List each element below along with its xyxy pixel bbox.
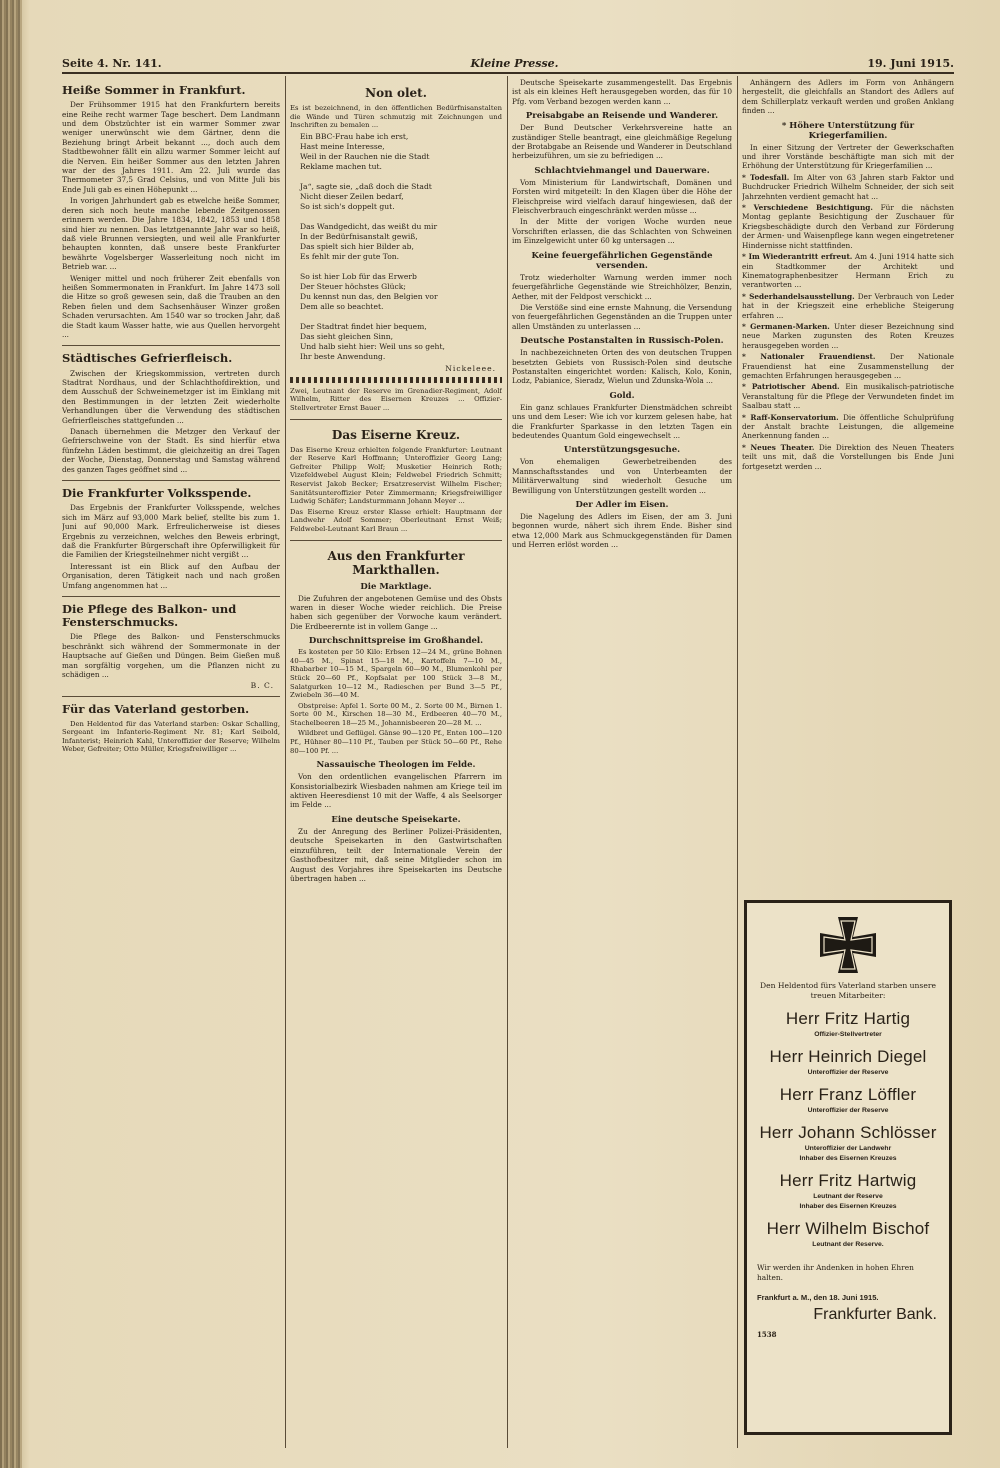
article-paragraph: Weniger mittel und noch früherer Zeit ebenfalls von heißen Sommermonaten in Frankfurt. Im Jahre 1473 soll die Hitze so groß gewesen sein, daß die Trauben an den Reben fielen und dem Sachsenhäuser Winzer großen Schaden verursachten. Am 1540 war so trocken Jahr, daß die Stadt kaum Wasser hatte, wie aus Quellen hervorgeht ... (62, 273, 280, 339)
poem-line: Nicht dieser Zeilen bedarf, (300, 191, 404, 201)
memorial-note: Wir werden ihr Andenken in hohen Ehren halten. (757, 1263, 914, 1282)
poem-line: Der Steuer höchstes Glück; (300, 281, 406, 291)
notice-text: Für die nächsten Montag geplante Besichtigung der Zuschauer für Kriegsbeschädigte durch den Verband zur Förderung der Armen- und Waisenpflege kann wegen eingetretener Hindernisse nicht stattfinden. (742, 203, 954, 250)
column-rule (285, 76, 286, 1448)
column-rule (507, 76, 508, 1448)
poem-line: Das sieht gleichen Sinn, (300, 331, 394, 341)
notice-text: Die öffentliche Schulprüfung der Anstalt brachte Leistungen, die allgemeine Anerkennung fanden ... (742, 412, 954, 441)
article-signature: Nickeleee. (445, 363, 496, 373)
article-paragraph: Der Frühsommer 1915 hat den Frankfurtern bereits eine Reihe recht warmer Tage beschert. Dem Landmann und dem Obstzüchter ist ein warmer Sommer zwar weniger unerwünscht wie dem Gärtner, denn die Beziehung bringt Arbeit bekannt ..., doch auch dem Stadtbewohner fällt ein allzu warmer Sommer leicht auf die Nerven. Ein heißer Sommer aus den letzten Jahren war der des Jahres 1911. Am 22. Juli wurde das Thermometer 37,5 Grad Celsius, und von Mitte Juli bis Ende Juli gab es einen Höhepunkt ... (62, 100, 280, 194)
notice-heading: * Raff-Konservatorium. (742, 412, 839, 422)
article-paragraph: Das Ergebnis der Frankfurter Volksspende, welches sich im März auf 93,000 Mark belief, stellte bis zum 1. Juni auf 90,000 Mark. Erfreulicherweise ist dieses Ergebnis zu verzeichnen, welches den Beweis erbringt, daß die Frankfurter Bürgerschaft ihre Opferwilligkeit für die Familien der Kriegsteilnehmer nicht vergißt ... (62, 503, 280, 560)
poem-line: So ist sich's doppelt gut. (300, 201, 395, 211)
fallen-person-name: Herr Fritz Hartwig (779, 1171, 917, 1190)
article-heading: Die Frankfurter Volksspende. (62, 486, 252, 501)
article-paragraph: Trotz wiederholter Warnung werden immer noch feuergefährliche Gegenstände wie Streichhölzer, Benzin, Aether, mit der Feldpost verschickt ... (512, 272, 732, 301)
article-paragraph: Zu der Anregung des Berliner Polizei-Präsidenten, deutsche Speisekarten in den Gastwirtschaften einzuführen, teilt der Internationale Verein der Gasthofbesitzer mit, daß seine Mitglieder schon im August des Vorjahres ihre Speisekarten ins Deutsche übertragen haben ... (290, 826, 502, 883)
article-separator (62, 480, 280, 481)
article-separator (62, 596, 280, 597)
poem-line (300, 262, 502, 272)
article-paragraph: Den Heldentod für das Vaterland starben: Oskar Schalling, Sergeant im Infanterie-Regiment Nr. 81; Karl Seibold, Infanterist; Heinrich Kahl, Unteroffizier der Reserve; Wilhelm Weber, Gefreiter; Otto Müller, Kriegsfreiwilliger ... (62, 719, 280, 754)
article-separator (290, 419, 502, 420)
poem-line: In der Bedürfnisanstalt gewiß, (300, 231, 418, 241)
book-binding (0, 0, 22, 1468)
article-paragraph: Die Pflege des Balkon- und Fensterschmucks beschränkt sich während der Sommermonate in der Hauptsache auf Gießen und Düngen. Beim Gießen muß man sorgfältig vorgehen, um die Pflanzen nicht zu schädigen ... (62, 632, 280, 679)
article-heading: Das Eiserne Kreuz. (331, 427, 461, 442)
article-paragraph: Vom Ministerium für Landwirtschaft, Domänen und Forsten wird mitgeteilt: In den Klagen über die Höhe der Fleischpreise wird vielfach darauf hingewiesen, daß der Fleischverbrauch eingeschränkt werden müsse ... (512, 177, 732, 216)
poem-line: So ist hier Lob für das Erwerb (300, 271, 417, 281)
article-paragraph (742, 203, 954, 250)
poem-line (300, 172, 502, 182)
article-paragraph: In vorigen Jahrhundert gab es etwelche heiße Sommer, deren sich noch heute manche lebende Zeitgenossen erinnern werden. Die Jahre 1834, 1842, 1853 und 1858 sind hier zu nennen. Das letztgenannte Jahr war so heiß, daß viele Brunnen versiegten, und weil alle Frankfurter behaupten konnten, daß unsere beste Frankfurter bewährte Vogelsberger Wasserleitung noch nicht im Betrieb war. ... (62, 196, 280, 272)
article-paragraph: Der Bund Deutscher Verkehrsvereine hatte an zuständiger Stelle beantragt, eine gleichmäßige Regelung der Brotabgabe an Reisende und Wanderer in Deutschland herbeizuführen, um sie zu befriedigen ... (512, 123, 732, 161)
poem-line (300, 212, 502, 222)
article-separator (290, 540, 502, 541)
article-subheading: Unterstützungsgesuche. (563, 445, 681, 456)
article-subheading: Durchschnittspreise im Großhandel. (308, 636, 484, 647)
notice-heading: * Todesfall. (742, 172, 790, 182)
article-subheading: Eine deutsche Speisekarte. (331, 814, 461, 825)
column-2 (290, 78, 502, 1448)
fallen-person-name: Herr Fritz Hartig (785, 1009, 911, 1028)
article-paragraph: Zwei, Leutnant der Reserve im Grenadier-Regiment, Adolf Wilhelm, Ritter des Eisernen Kreuzes ... Offizier-Stellvertreter Ernst Bauer ... (290, 386, 502, 412)
article-paragraph (742, 173, 954, 201)
ad-code: 1538 (757, 1330, 777, 1339)
article-subheading: Die Marktlage. (360, 581, 432, 592)
article-heading: Für das Vaterland gestorben. (62, 702, 250, 717)
article-paragraph (742, 292, 954, 320)
notice-text: Die Direktion des Neuen Theaters teilt uns mit, daß die Vorstellungen bis Ende Juni fortgesetzt werden ... (742, 442, 954, 471)
poem-line: Es fehlt mir der gute Ton. (300, 251, 400, 261)
poem-line: Du kennst nun das, den Belgien vor (300, 291, 438, 301)
article-paragraph: Es kosteten per 50 Kilo: Erbsen 12—24 M., grüne Bohnen 40—45 M., Spinat 15—18 M., Kartoffeln 7—10 M., Rhabarber 10—15 M., Spargeln 60—90 M., Blumenkohl per Stück 20—60 Pf., Kopfsalat per 100 Stück 3—8 M., Salatgurken 10—12 M., Radieschen per Bund 3—5 Pf., Zwiebeln 36—40 M. (290, 648, 502, 700)
fallen-person-rank: Unteroffizier der Reserve (807, 1069, 889, 1076)
article-paragraph: In der Mitte der vorigen Woche wurden neue Vorschriften erlassen, die das Schlachten von Schweinen im Einzelgewicht unter 60 kg untersagen ... (512, 217, 732, 246)
notice-heading: * Patriotischer Abend. (742, 382, 840, 392)
iron-cross-icon (816, 913, 880, 977)
firm-name: Frankfurter Bank. (813, 1306, 937, 1323)
article-paragraph: Die Verstöße sind eine ernste Mahnung, die Versendung von feuergefährlichen Gegenständen an die Truppen unter allen Umständen zu unterlassen ... (512, 302, 732, 331)
header-rule (62, 72, 954, 74)
article-subheading: Der Adler im Eisen. (575, 500, 669, 510)
fallen-person-name: Herr Franz Löffler (779, 1085, 917, 1104)
notice-heading: * Sederhandelsausstellung. (742, 291, 855, 301)
article-paragraph: Interessant ist ein Blick auf den Aufbau der Organisation, deren Tätigkeit nach und nach großen Umfang angenommen hat ... (62, 561, 280, 590)
header-page-number: Seite 4. Nr. 141. (62, 56, 162, 70)
article-paragraph: Die Nagelung des Adlers im Eisen, der am 3. Juni begonnen wurde, nähert sich ihrem Ende. Bisher sind etwa 12,000 Mark aus Schmuckgegenständen für Damen und Herren erlöst worden ... (512, 512, 732, 550)
article-paragraph: In nachbezeichneten Orten des von deutschen Truppen besetzten Gebiets von Russisch-Polen sind deutsche Postanstalten eingerichtet worden: Kalisch, Kolo, Konin, Lodz, Pabianice, Sieradz, Wielun und Zdunska-Wola ... (512, 348, 732, 386)
article-paragraph (742, 382, 954, 410)
page-header (62, 56, 954, 70)
article-subheading: Keine feuergefährlichen Gegenstände versenden. (531, 250, 713, 271)
article-paragraph: Wildbret und Geflügel. Gänse 90—120 Pf., Enten 100—120 Pf., Hühner 80—110 Pf., Tauben per Stück 50—60 Pf., Rehe 80—100 Pf. ... (290, 729, 502, 755)
article-separator (62, 696, 280, 697)
fallen-person-rank: Offizier-Stellvertreter (814, 1031, 882, 1038)
notice-text: Am 4. Juni 1914 hatte sich ein Stadtkommer der Architekt und Kinematographenbesitzer Hermann Erich zu verantworten ... (742, 252, 954, 290)
notice-heading: * Nationaler Frauendienst. (742, 352, 876, 362)
article-paragraph: Deutsche Speisekarte zusammengestellt. Das Ergebnis ist als ein kleines Heft herausgegeben worden, das für 10 Pfg. vom Verband bezogen werden kann ... (512, 78, 732, 106)
column-1 (62, 78, 280, 1448)
fallen-person-name: Herr Wilhelm Bischof (766, 1219, 930, 1238)
notice-text: Ein musikalisch-patriotische Veranstaltung für die Pflege der Verwundeten findet im Saalbau statt ... (742, 382, 954, 411)
article-paragraph: Es ist bezeichnend, in den öffentlichen Bedürfnisanstalten die Wände und Türen schmutzig mit Zeichnungen und Inschriften zu bemalen ... (290, 104, 502, 130)
fallen-person-name: Herr Johann Schlösser (759, 1123, 937, 1142)
article-paragraph: Anhängern des Adlers im Form von Anhängern hergestellt, die gleichfalls an Standort des Adlers auf dem Schillerplatz verkauft werden und großen Anklang finden ... (742, 78, 954, 116)
notice-heading: * Im Wiederantritt erfreut. (742, 252, 853, 262)
article-paragraph (742, 322, 954, 350)
poem-line: Das spielt sich hier Bilder ab, (300, 241, 414, 251)
column-4 (742, 78, 954, 894)
fallen-person-name: Herr Heinrich Diegel (769, 1047, 927, 1066)
poem (300, 132, 502, 362)
column-3 (512, 78, 732, 1448)
obituary-advertisement (744, 900, 952, 1435)
notice-heading: * Germanen-Marken. (742, 321, 830, 331)
ornament-divider (290, 377, 502, 383)
fallen-person-rank: Unteroffizier der Landwehr (804, 1145, 892, 1152)
article-heading: Aus den Frankfurter Markthallen. (327, 548, 465, 577)
article-paragraph: Das Eiserne Kreuz erhielten folgende Frankfurter: Leutnant der Reserve Karl Hoffmann; Unteroffizier Georg Lang; Gefreiter Philipp Wolf; Musketier Heinrich Roth; Vizefeldwebel August Klein; Feldwebel Friedrich Schmitt; Reservist Jakob Becker; Ersatzreservist Wilhelm Fischer; Sanitätsunteroffizier Peter Zimmermann; Kriegsfreiwilliger Ludwig Schäfer; Landsturmmann Johann Meyer ... (290, 445, 502, 506)
article-subheading: Deutsche Postanstalten in Russisch-Polen. (520, 336, 724, 347)
article-paragraph: Das Eiserne Kreuz erster Klasse erhielt: Hauptmann der Landwehr Adolf Sommer; Oberleutnant Ernst Weiß; Feldwebel-Leutnant Karl Braun ... (290, 507, 502, 533)
article-heading: Städtisches Gefrierfleisch. (62, 351, 233, 366)
poem-line: Dem alle so beachtet. (300, 301, 384, 311)
poem-line: Und halb sieht hier: Weil uns so geht, (300, 341, 445, 351)
fallen-person-honor: Inhaber des Eisernen Kreuzes (799, 1203, 897, 1210)
poem-line: Das Wandgedicht, das weißt du mir (300, 221, 438, 231)
poem-line: Reklame machen tut. (300, 161, 382, 171)
article-heading: Heiße Sommer in Frankfurt. (62, 83, 246, 97)
article-paragraph (742, 352, 954, 380)
fallen-person-rank: Leutnant der Reserve (813, 1193, 883, 1200)
poem-line: Der Stadtrat findet hier bequem, (300, 321, 427, 331)
article-paragraph: Die Zufuhren der angebotenen Gemüse und des Obsts waren in dieser Woche wieder reichlich. Die Preise haben sich gegenüber der Vorwoche kaum verändert. Die Erdbeerernte ist in vollem Gange ... (290, 593, 502, 631)
article-paragraph (742, 413, 954, 441)
article-paragraph: Danach übernehmen die Metzger den Verkauf der Gefrierschweine von der Stadt. Es sind hierfür etwa fünfzehn Läden bestimmt, die gleichzeitig an drei Tagen der Woche, Dienstag, Donnerstag und Samstag während des ganzen Tages geöffnet sind ... (62, 427, 280, 474)
article-subheading: Nassauische Theologen im Felde. (316, 760, 476, 771)
header-date: 19. Juni 1915. (867, 56, 954, 70)
fallen-person-rank: Unteroffizier der Reserve (807, 1107, 889, 1114)
article-heading: Die Pflege des Balkon- und Fensterschmucks. (62, 601, 237, 630)
article-separator (62, 345, 280, 346)
fallen-person-honor: Inhaber des Eisernen Kreuzes (799, 1155, 897, 1162)
article-paragraph: In einer Sitzung der Vertreter der Gewerkschaften und ihrer Vorstände beschäftigte man sich mit der Erhöhung der Unterstützung für Kriegerfamilien ... (742, 142, 954, 171)
poem-line: Ein BBC-Frau habe ich erst, (300, 131, 409, 141)
article-paragraph (742, 443, 954, 471)
article-paragraph: Von den ordentlichen evangelischen Pfarrern im Konsistorialbezirk Wiesbaden nahmen am Kriege teil im aktiven Heeresdienst 10 mit der Waffe, 4 als Seelsorger im Felde ... (290, 772, 502, 810)
poem-line: Ja“, sagte sie, „daß doch die Stadt (300, 181, 432, 191)
notice-heading: * Neues Theater. (742, 442, 815, 452)
column-rule (737, 76, 738, 1448)
notice-text: Unter dieser Bezeichnung sind neue Marken zugunsten des Roten Kreuzes herausgegeben worden ... (742, 321, 954, 350)
header-newspaper-title: Kleine Presse. (470, 56, 559, 70)
fallen-person-rank: Leutnant der Reserve. (812, 1241, 884, 1248)
article-subheading: Schlachtviehmangel und Dauerware. (534, 165, 710, 176)
notice-heading: * Verschiedene Besichtigung. (742, 203, 873, 213)
article-subheading: Preisabgabe an Reisende und Wanderer. (525, 111, 719, 122)
article-paragraph (742, 252, 954, 290)
poem-line: Ihr beste Anwendung. (300, 351, 386, 361)
notice-text: Der Verbrauch von Leder hat in der Kriegszeit eine erhebliche Steigerung erfahren ... (742, 291, 954, 320)
article-subheading: Gold. (609, 390, 635, 401)
article-paragraph: Obstpreise: Apfel 1. Sorte 00 M., 2. Sorte 00 M., Birnen 1. Sorte 00 M., Kirschen 18—30 M., Erdbeeren 40—70 M., Stachelbeeren 18—25 M., Johannisbeeren 20—28 M. ... (290, 701, 502, 727)
poem-line (300, 312, 502, 322)
place-date: Frankfurt a. M., den 18. Juni 1915. (757, 1293, 879, 1302)
poem-line: Hast meine Interesse, (300, 141, 385, 151)
article-subheading: * Höhere Unterstützung für Kriegerfamilien. (781, 120, 915, 141)
article-paragraph: Zwischen der Kriegskommission, vertreten durch Stadtrat Nordhaus, und der Schlachthofdirektion, und dem Ausschuß der Schweinemetzger ist im Einklang mit den Bestimmungen in der letzten Zeit wiederholte Verhandlungen über die Verwendung des städtischen Gefrierfleisches stattgefunden ... (62, 368, 280, 425)
article-signature: B. C. (250, 681, 274, 691)
article-heading: Non olet. (365, 86, 427, 100)
obituary-intro: Den Heldentod fürs Vaterland starben unsere treuen Mitarbeiter: (760, 981, 936, 1000)
notice-text: Der Nationale Frauendienst hat eine Zusammenstellung der gemachten Erfahrungen herausgegeben ... (742, 352, 954, 380)
article-paragraph: Ein ganz schlaues Frankfurter Dienstmädchen schreibt uns und dem Leser: Wie ich vor kurzem gelesen habe, hat die Frankfurter Sparkasse in den letzten Tagen ein bedeutendes Quantum Gold eingewechselt ... (512, 402, 732, 440)
poem-line: Weil in der Rauchen nie die Stadt (300, 151, 430, 161)
notice-text: Im Alter von 63 Jahren starb Faktor und Buchdrucker Friedrich Wilhelm Schneider, der sich seit Jahrzehnten verdient gemacht hat ... (742, 172, 954, 201)
article-paragraph: Von ehemaligen Gewerbetreibenden des Mannschaftsstandes und von Unterbeamten der Militärverwaltung sind wiederholt Gesuche um Bewilligung von Unterstützungen gestellt worden ... (512, 457, 732, 495)
